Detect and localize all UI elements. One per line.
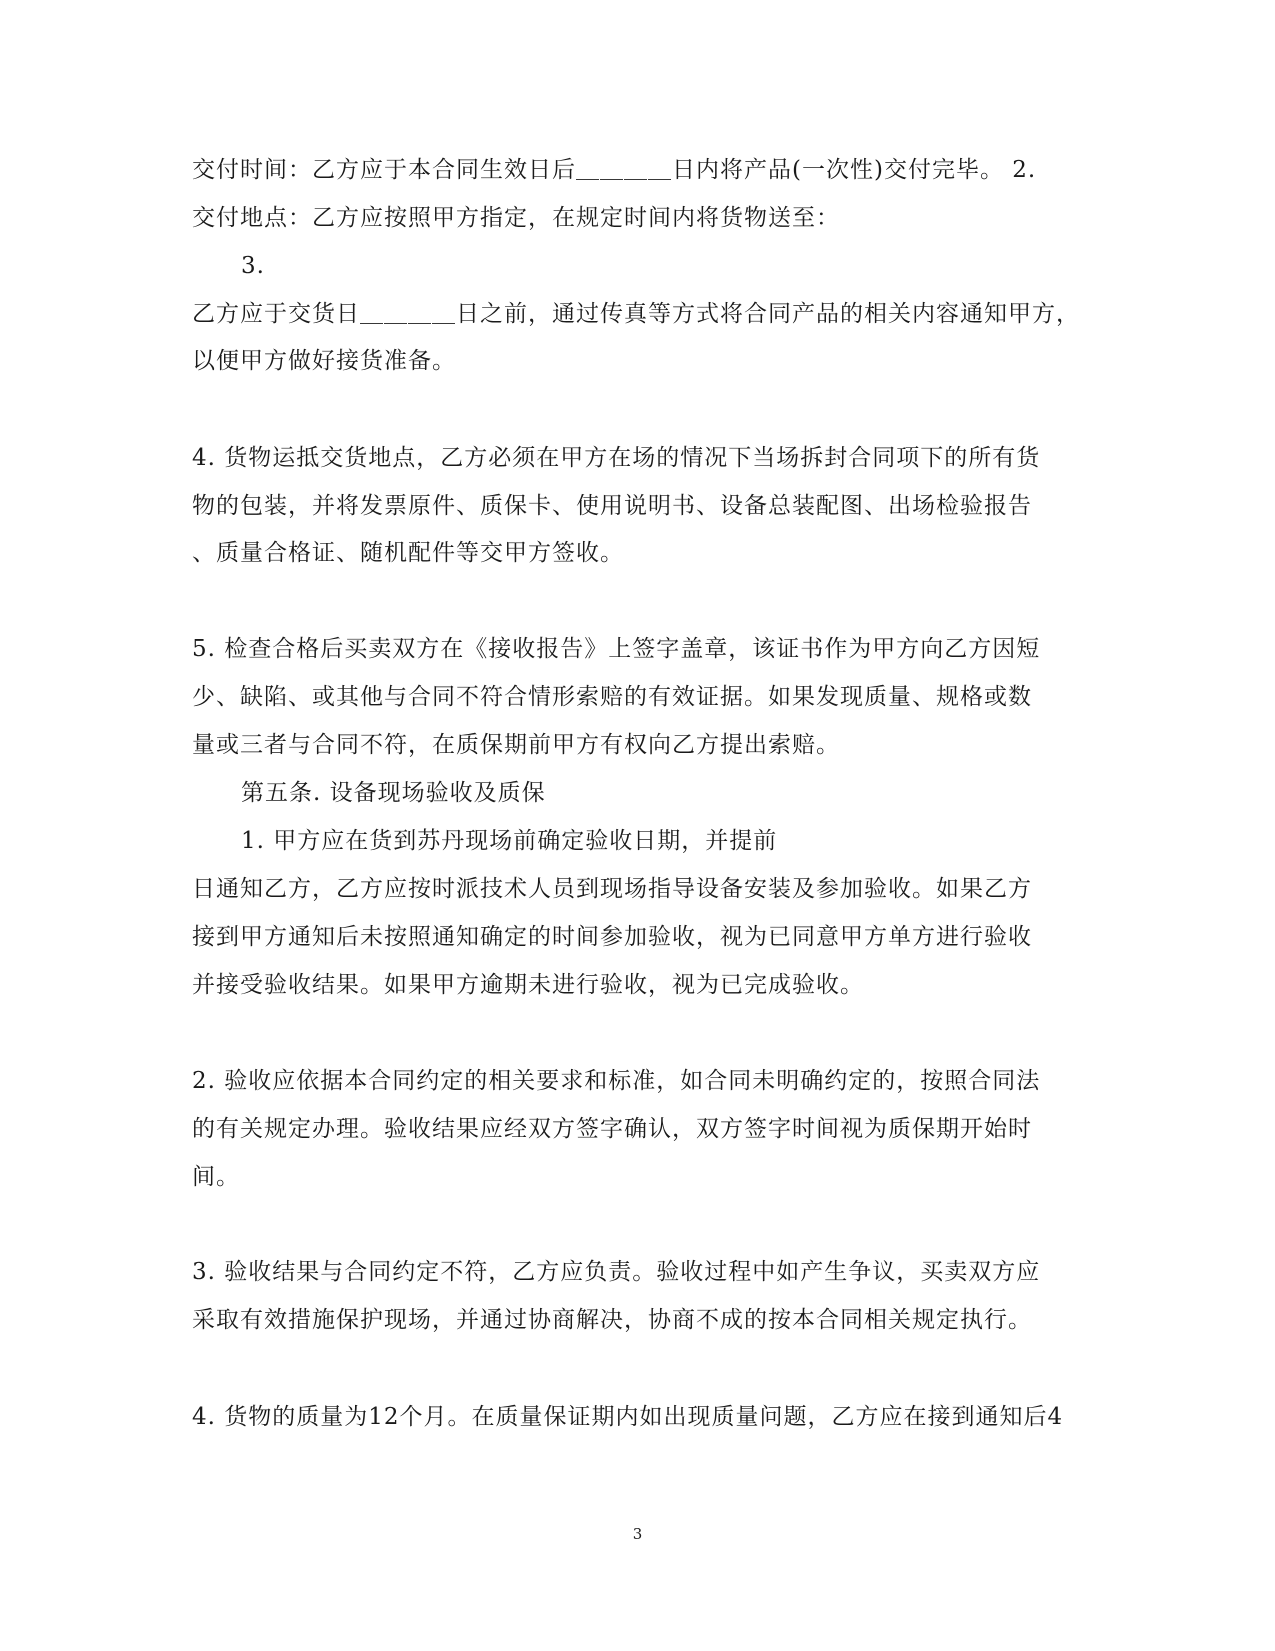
text-line: 、质量合格证、随机配件等交甲方签收。 bbox=[192, 540, 624, 566]
text-line: 3. bbox=[241, 253, 265, 279]
text-line: 1. 甲方应在货到苏丹现场前确定验收日期，并提前 bbox=[241, 828, 778, 854]
text-line: 交付时间：乙方应于本合同生效日后＿＿＿＿日内将产品(一次性)交付完毕。 2. bbox=[192, 157, 1037, 183]
text-line: 物的包装，并将发票原件、质保卡、使用说明书、设备总装配图、出场检验报告 bbox=[192, 493, 1032, 519]
page-number: 3 bbox=[632, 1525, 643, 1543]
text-line: 接到甲方通知后未按照通知确定的时间参加验收，视为已同意甲方单方进行验收 bbox=[192, 924, 1032, 950]
text-line: 量或三者与合同不符，在质保期前甲方有权向乙方提出索赔。 bbox=[192, 732, 840, 758]
text-line: 的有关规定办理。验收结果应经双方签字确认，双方签字时间视为质保期开始时 bbox=[192, 1116, 1032, 1142]
text-line: 3. 验收结果与合同约定不符，乙方应负责。验收过程中如产生争议，买卖双方应 bbox=[192, 1259, 1041, 1285]
text-line: 5. 检查合格后买卖双方在《接收报告》上签字盖章，该证书作为甲方向乙方因短 bbox=[192, 636, 1041, 662]
text-line: 少、缺陷、或其他与合同不符合情形索赔的有效证据。如果发现质量、规格或数 bbox=[192, 684, 1032, 710]
text-line: 以便甲方做好接货准备。 bbox=[192, 348, 456, 374]
text-line: 采取有效措施保护现场，并通过协商解决，协商不成的按本合同相关规定执行。 bbox=[192, 1307, 1032, 1333]
text-line: 乙方应于交货日＿＿＿＿日之前，通过传真等方式将合同产品的相关内容通知甲方， bbox=[192, 301, 1080, 327]
text-line: 交付地点：乙方应按照甲方指定，在规定时间内将货物送至： bbox=[192, 205, 840, 231]
text-line: 日通知乙方，乙方应按时派技术人员到现场指导设备安装及参加验收。如果乙方 bbox=[192, 876, 1032, 902]
text-line: 4. 货物运抵交货地点，乙方必须在甲方在场的情况下当场拆封合同项下的所有货 bbox=[192, 445, 1041, 471]
text-line: 2. 验收应依据本合同约定的相关要求和标准，如合同未明确约定的，按照合同法 bbox=[192, 1068, 1041, 1094]
text-line: 间。 bbox=[192, 1164, 240, 1190]
section-heading: 第五条. 设备现场验收及质保 bbox=[241, 780, 546, 806]
text-line: 4. 货物的质量为12个月。在质量保证期内如出现质量问题，乙方应在接到通知后4 bbox=[192, 1404, 1064, 1430]
text-line: 并接受验收结果。如果甲方逾期未进行验收，视为已完成验收。 bbox=[192, 972, 864, 998]
